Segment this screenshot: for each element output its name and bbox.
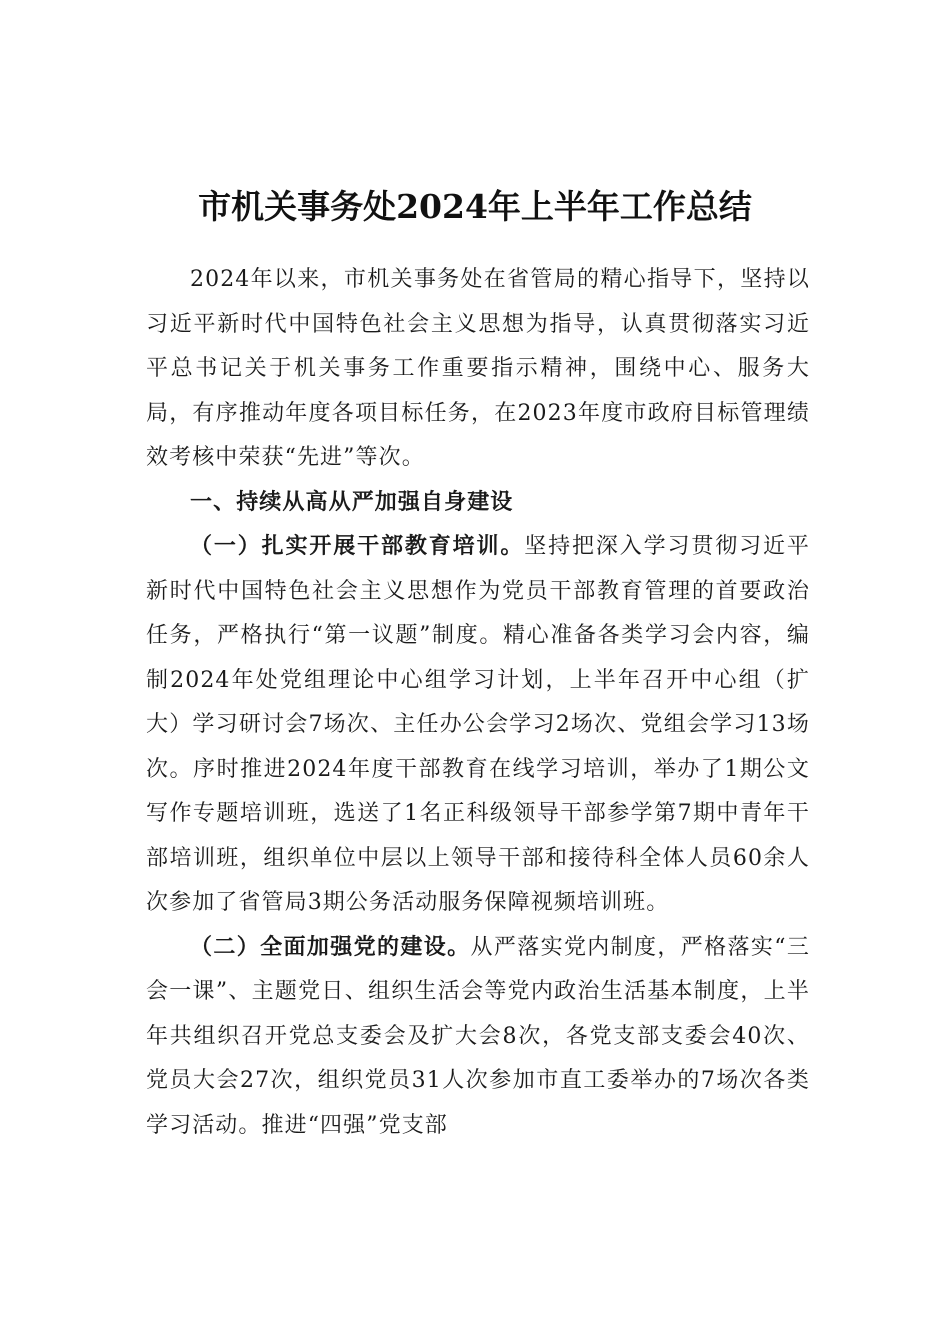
subsection-text-1: 坚持把深入学习贯彻习近平新时代中国特色社会主义思想作为党员干部教育管理的首要政治任务，严格执行“第一议题”制度。精心准备各类学习会内容，编制2024年处党组理论中心组学习计划，上半年召开中心组（扩大）学习研讨会7场次、主任办公会学习2场次、党组会学习13场次。序时推进2024年度干部教育在线学习培训，举办了1期公文写作专题培训班，选送了1名正科级领导干部参学第7期中青年干部培训班，组织单位中层以上领导干部和接待科全体人员60余人次参加了省管局3期公务活动服务保障视频培训班。 xyxy=(146,534,810,915)
intro-paragraph: 2024年以来，市机关事务处在省管局的精心指导下，坚持以习近平新时代中国特色社会主义思想为指导，认真贯彻落实习近平总书记关于机关事务工作重要指示精神，围绕中心、服务大局，有序推动年度各项目标任务，在2023年度市政府目标管理绩效考核中荣获“先进”等次。 xyxy=(146,267,810,470)
subsection-lead-1: （一）扎实开展干部教育培训。 xyxy=(190,534,525,559)
section-heading-1: 一、持续从高从严加强自身建设 xyxy=(190,489,514,515)
subsection-text-2: 从严落实党内制度，严格落实“三会一课”、主题党日、组织生活会等党内政治生活基本制度，上半年共组织召开党总支委会及扩大会8次，各党支部支委会40次、党员大会27次，组织党员31人次参加市直工委举办的7场次各类学习活动。推进“四强”党支部 xyxy=(146,934,810,1138)
subsection-paragraph-2 xyxy=(146,926,810,1149)
subsection-paragraph-1 xyxy=(146,525,810,926)
document-body xyxy=(146,258,810,1148)
subsection-lead-2: （二）全面加强党的建设。 xyxy=(190,934,471,960)
document-title: 市机关事务处2024年上半年工作总结 xyxy=(198,187,752,227)
